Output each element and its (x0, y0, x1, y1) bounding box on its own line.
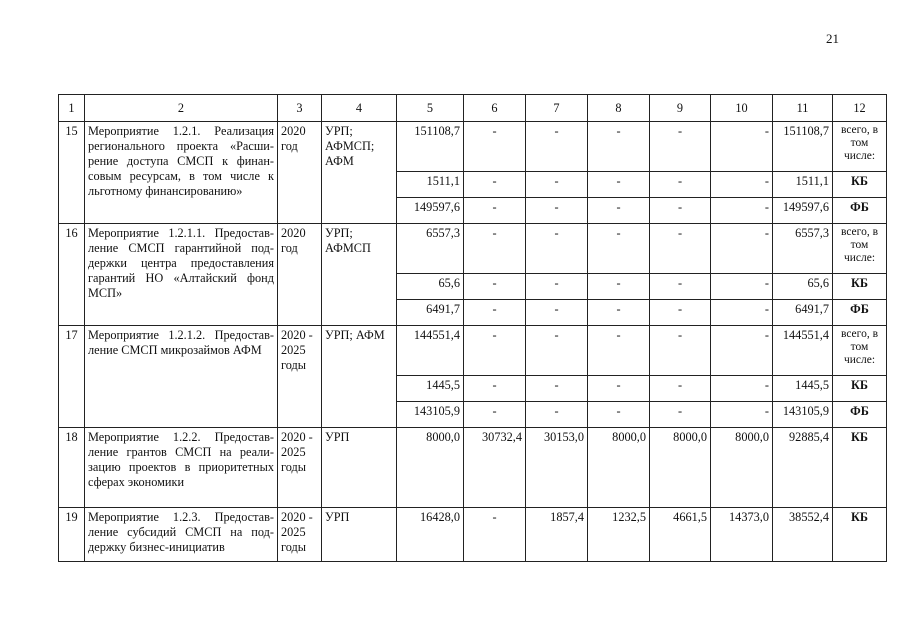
funding-source: всего, в том числе: (833, 224, 887, 274)
value-cell: - (464, 300, 526, 326)
funding-source: КБ (833, 172, 887, 198)
column-header: 3 (278, 95, 322, 122)
value-cell: - (588, 300, 650, 326)
value-cell: - (526, 376, 588, 402)
value-cell: - (588, 198, 650, 224)
value-cell: 1232,5 (588, 508, 650, 562)
activity-executor: УРП (322, 508, 397, 562)
value-cell: - (711, 274, 773, 300)
funding-source: ФБ (833, 402, 887, 428)
header-row (59, 95, 887, 122)
value-cell: - (526, 326, 588, 376)
value-cell: - (526, 172, 588, 198)
value-cell: - (650, 224, 711, 274)
row-number: 16 (59, 224, 85, 326)
activity-period: 2020 - 2025 годы (278, 508, 322, 562)
funding-source: КБ (833, 508, 887, 562)
value-cell: - (588, 274, 650, 300)
column-header: 10 (711, 95, 773, 122)
value-cell: 1857,4 (526, 508, 588, 562)
value-cell: - (711, 300, 773, 326)
total-cell: 1511,1 (773, 172, 833, 198)
total-cell: 1445,5 (773, 376, 833, 402)
column-header: 6 (464, 95, 526, 122)
value-cell: 6557,3 (397, 224, 464, 274)
column-header: 12 (833, 95, 887, 122)
value-cell: - (650, 172, 711, 198)
value-cell: 4661,5 (650, 508, 711, 562)
value-cell: - (464, 402, 526, 428)
value-cell: - (464, 122, 526, 172)
value-cell: - (526, 122, 588, 172)
value-cell: - (526, 402, 588, 428)
table-row (59, 122, 887, 172)
column-header: 1 (59, 95, 85, 122)
value-cell: - (588, 402, 650, 428)
table-row (59, 326, 887, 376)
value-cell: - (464, 508, 526, 562)
funding-source: всего, в том числе: (833, 326, 887, 376)
total-cell: 6557,3 (773, 224, 833, 274)
activity-name: Мероприятие 1.2.1.2. Предостав-ление СМСП микрозаймов АФМ (85, 326, 278, 428)
total-cell: 144551,4 (773, 326, 833, 376)
total-cell: 38552,4 (773, 508, 833, 562)
value-cell: - (711, 224, 773, 274)
activity-period: 2020 год (278, 224, 322, 326)
row-number: 19 (59, 508, 85, 562)
table-row (59, 428, 887, 508)
value-cell: - (650, 198, 711, 224)
value-cell: - (464, 326, 526, 376)
row-number: 17 (59, 326, 85, 428)
value-cell: - (464, 274, 526, 300)
value-cell: - (650, 326, 711, 376)
column-header: 7 (526, 95, 588, 122)
value-cell: 1511,1 (397, 172, 464, 198)
value-cell: - (526, 274, 588, 300)
value-cell: 8000,0 (588, 428, 650, 508)
total-cell: 149597,6 (773, 198, 833, 224)
value-cell: - (588, 376, 650, 402)
funding-source: КБ (833, 428, 887, 508)
activity-name: Мероприятие 1.2.1.1. Предостав-ление СМСП гарантийной под-держки центра предоставления гарантий НО «Алтайский фонд МСП» (85, 224, 278, 326)
activity-name: Мероприятие 1.2.2. Предостав-ление грантов СМСП на реали-зацию проектов в приоритетных сферах экономики (85, 428, 278, 508)
value-cell: 8000,0 (650, 428, 711, 508)
value-cell: 143105,9 (397, 402, 464, 428)
funding-source: ФБ (833, 198, 887, 224)
value-cell: - (650, 274, 711, 300)
table-body (59, 122, 887, 562)
total-cell: 151108,7 (773, 122, 833, 172)
funding-source: ФБ (833, 300, 887, 326)
value-cell: 8000,0 (397, 428, 464, 508)
program-activities-table (58, 94, 887, 562)
value-cell: 65,6 (397, 274, 464, 300)
value-cell: - (588, 224, 650, 274)
activity-period: 2020 - 2025 годы (278, 428, 322, 508)
value-cell: - (711, 326, 773, 376)
row-number: 18 (59, 428, 85, 508)
value-cell: - (588, 122, 650, 172)
value-cell: 30732,4 (464, 428, 526, 508)
activity-executor: УРП; АФМСП (322, 224, 397, 326)
column-header: 8 (588, 95, 650, 122)
column-header: 4 (322, 95, 397, 122)
value-cell: - (650, 300, 711, 326)
column-header: 5 (397, 95, 464, 122)
activity-name: Мероприятие 1.2.3. Предостав-ление субсидий СМСП на под-держку бизнес-инициатив (85, 508, 278, 562)
value-cell: - (711, 172, 773, 198)
value-cell: - (464, 198, 526, 224)
value-cell: - (711, 376, 773, 402)
total-cell: 92885,4 (773, 428, 833, 508)
value-cell: - (526, 224, 588, 274)
column-header: 11 (773, 95, 833, 122)
page-number: 21 (826, 31, 839, 46)
value-cell: 144551,4 (397, 326, 464, 376)
value-cell: - (650, 122, 711, 172)
value-cell: - (464, 172, 526, 198)
activity-period: 2020 год (278, 122, 322, 224)
value-cell: - (464, 224, 526, 274)
row-number: 15 (59, 122, 85, 224)
value-cell: 6491,7 (397, 300, 464, 326)
value-cell: 30153,0 (526, 428, 588, 508)
value-cell: - (650, 402, 711, 428)
value-cell: - (588, 326, 650, 376)
column-header: 9 (650, 95, 711, 122)
total-cell: 65,6 (773, 274, 833, 300)
activity-period: 2020 - 2025 годы (278, 326, 322, 428)
activity-executor: УРП; АФМСП; АФМ (322, 122, 397, 224)
activity-executor: УРП; АФМ (322, 326, 397, 428)
funding-source: всего, в том числе: (833, 122, 887, 172)
value-cell: - (711, 198, 773, 224)
funding-source: КБ (833, 274, 887, 300)
value-cell: 16428,0 (397, 508, 464, 562)
value-cell: 149597,6 (397, 198, 464, 224)
value-cell: - (588, 172, 650, 198)
column-header: 2 (85, 95, 278, 122)
total-cell: 6491,7 (773, 300, 833, 326)
value-cell: 151108,7 (397, 122, 464, 172)
value-cell: - (526, 300, 588, 326)
table-row (59, 508, 887, 562)
funding-source: КБ (833, 376, 887, 402)
value-cell: - (650, 376, 711, 402)
value-cell: - (711, 122, 773, 172)
value-cell: 14373,0 (711, 508, 773, 562)
activity-executor: УРП (322, 428, 397, 508)
value-cell: 1445,5 (397, 376, 464, 402)
table-header (59, 95, 887, 122)
value-cell: 8000,0 (711, 428, 773, 508)
table-row (59, 224, 887, 274)
value-cell: - (526, 198, 588, 224)
value-cell: - (711, 402, 773, 428)
total-cell: 143105,9 (773, 402, 833, 428)
activity-name: Мероприятие 1.2.1. Реализация регионального проекта «Расши-рение доступа СМСП к финан-совым ресурсам, в том числе к льготному финансированию» (85, 122, 278, 224)
value-cell: - (464, 376, 526, 402)
